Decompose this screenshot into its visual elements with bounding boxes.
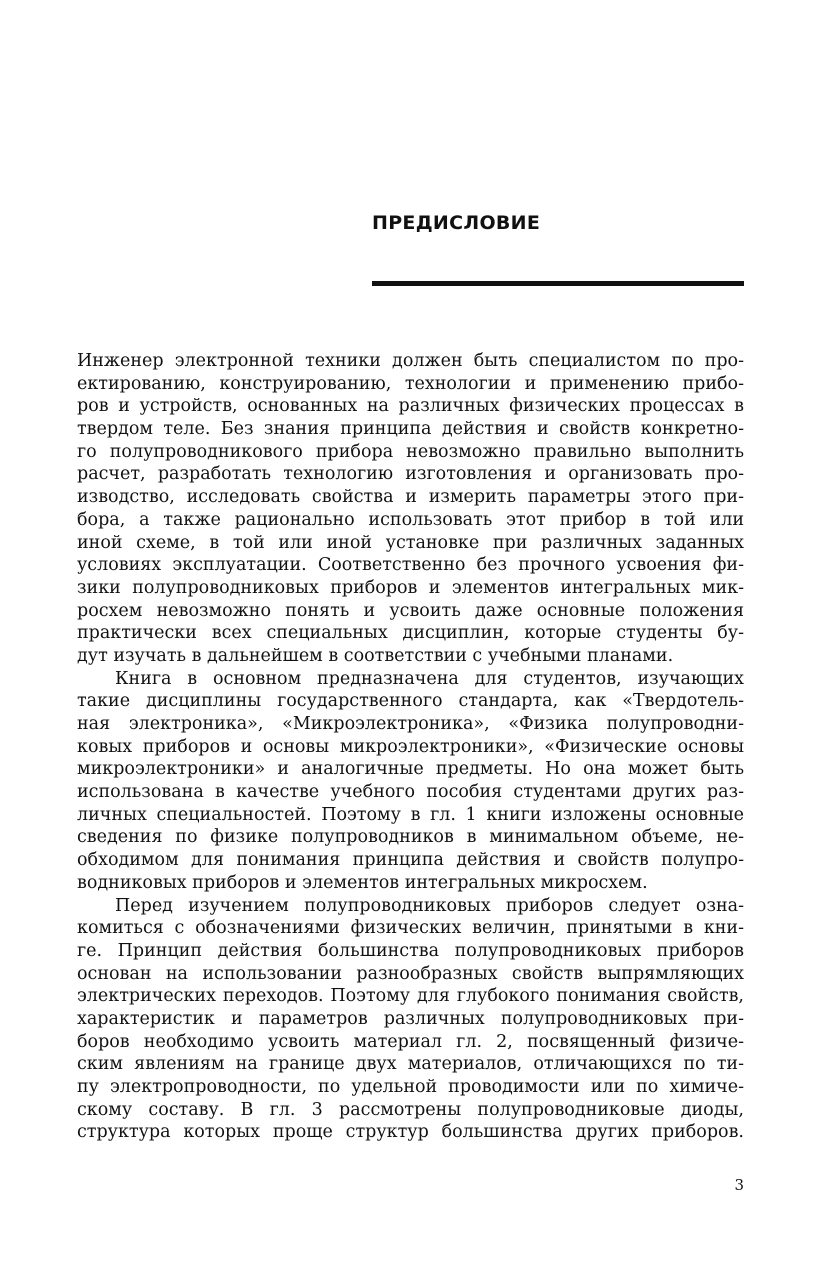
text-line: Перед изучением полупроводниковых приборов следует озна- <box>115 895 744 916</box>
text-line: условиях эксплуатации. Соответственно без прочного усвоения фи- <box>77 555 744 576</box>
text-line: боров необходимо усвоить материал гл. 2, посвященный физиче- <box>77 1031 744 1052</box>
text-line: практически всех специальных дисциплин, которые студенты бу- <box>77 623 744 644</box>
text-line: расчет, разработать технологию изготовления и организовать про- <box>77 464 744 485</box>
text-line: структура которых проще структур большинства других приборов. <box>77 1122 744 1143</box>
paragraph-2 <box>77 668 744 895</box>
text-line: использована в качестве учебного пособия студентами других раз- <box>77 782 744 803</box>
text-line: ная электроника», «Микроэлектроника», «Физика полупроводни- <box>77 714 744 734</box>
text-line: пу электропроводности, по удельной проводимости или по химиче- <box>77 1077 744 1097</box>
text-line: Инженер электронной техники должен быть специалистом по про- <box>77 351 744 371</box>
text-line: личных специальностей. Поэтому в гл. 1 книги изложены основные <box>77 804 744 825</box>
text-line: бора, а также рационально использовать этот прибор в той или <box>77 509 744 530</box>
text-line: иной схеме, в той или иной установке при различных заданных <box>77 532 744 553</box>
text-line: зики полупроводниковых приборов и элементов интегральных мик- <box>77 577 744 598</box>
text-line: ге. Принцип действия большинства полупроводниковых приборов <box>77 940 744 961</box>
text-line: ковых приборов и основы микроэлектроники», «Физические основы <box>77 736 744 757</box>
text-line: основан на использовании разнообразных свойств выпрямляющих <box>77 963 744 984</box>
text-line: изводство, исследовать свойства и измерить параметры этого при- <box>77 487 744 508</box>
paragraph-1 <box>77 350 744 668</box>
text-line: микроэлектроники» и аналогичные предметы. Но она может быть <box>77 759 744 780</box>
text-line: ектированию, конструированию, технологии и применению прибо- <box>77 373 744 394</box>
text-line: дут изучать в дальнейшем в соответствии с учебными планами. <box>77 645 674 666</box>
text-line: росхем невозможно понять и усвоить даже основные положения <box>77 600 744 621</box>
text-line: скому составу. В гл. 3 рассмотрены полупроводниковые диоды, <box>77 1099 744 1120</box>
page-number: 3 <box>734 1176 744 1194</box>
paragraph-3 <box>77 895 744 1145</box>
title-rule <box>372 281 744 286</box>
text-line: водниковых приборов и элементов интегральных микросхем. <box>77 872 648 893</box>
text-line: такие дисциплины государственного стандарта, как «Твердотель- <box>77 691 744 712</box>
text-line: электрических переходов. Поэтому для глубокого понимания свойств, <box>77 986 744 1007</box>
text-line: комиться с обозначениями физических величин, принятыми в кни- <box>77 918 744 939</box>
body-text <box>77 350 744 1144</box>
text-line: характеристик и параметров различных полупроводниковых при- <box>77 1008 744 1029</box>
text-line: ров и устройств, основанных на различных физических процессах в <box>77 396 744 417</box>
text-line: твердом теле. Без знания принципа действия и свойств конкретно- <box>77 419 744 440</box>
page-title: ПРЕДИСЛОВИЕ <box>372 212 541 234</box>
text-line: ским явлениям на границе двух материалов, отличающихся по ти- <box>77 1054 744 1075</box>
text-line: го полупроводникового прибора невозможно правильно выполнить <box>77 441 744 462</box>
text-line: Книга в основном предназначена для студентов, изучающих <box>115 668 744 689</box>
text-line: сведения по физике полупроводников в минимальном объеме, не- <box>77 827 744 848</box>
text-line: обходимом для понимания принципа действия и свойств полупро- <box>77 850 744 871</box>
